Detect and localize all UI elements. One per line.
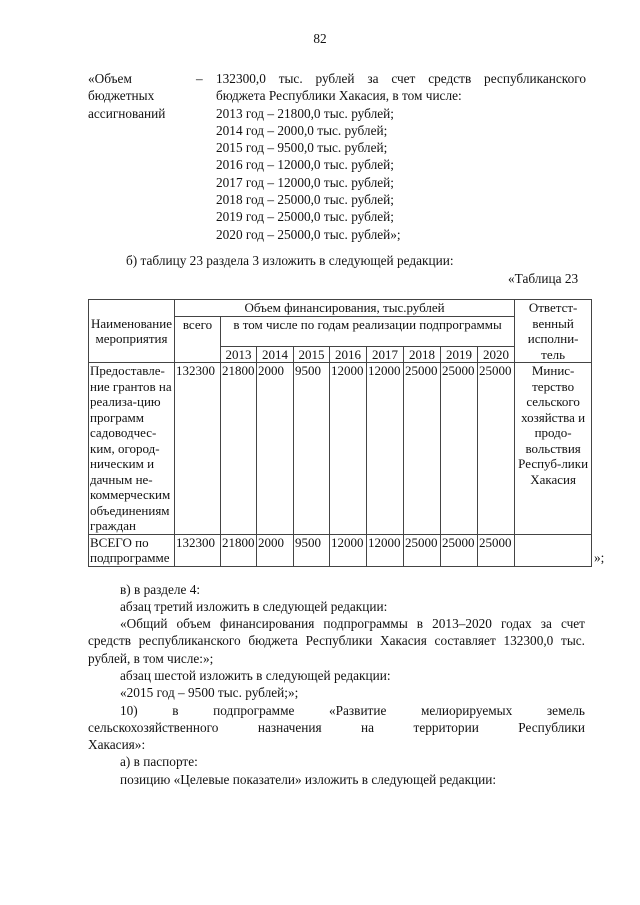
paragraph: «Общий объем финансирования подпрограммы в 2013–2020 годах за счет средств республиканского бюджета Республики Хакасия составляет 132300,0 тыс. рублей, в том числе:»; <box>88 616 585 666</box>
activity-name: ВСЕГО по подпрограмме <box>89 534 175 566</box>
responsible-cell <box>515 534 592 566</box>
year-header: 2017 <box>367 346 404 363</box>
passport-line: 2018 год – 25000,0 тыс. рублей; <box>216 192 394 208</box>
paragraph: абзац шестой изложить в следующей редакции: <box>120 667 391 683</box>
value-cell: 12000 <box>367 534 404 566</box>
passport-line: 2017 год – 12000,0 тыс. рублей; <box>216 174 394 190</box>
paragraph: а) в паспорте: <box>120 754 198 770</box>
value-cell: 21800 <box>221 534 257 566</box>
paragraph: в) в разделе 4: <box>120 581 201 597</box>
value-cell: 12000 <box>367 363 404 535</box>
year-header: 2016 <box>330 346 367 363</box>
header-responsible: Ответст-венный исполни-тель <box>515 300 592 363</box>
passport-line: 2019 год – 25000,0 тыс. рублей; <box>216 209 394 225</box>
passport-line: 132300,0 тыс. рублей за счет средств республиканского <box>216 71 586 86</box>
header-name: Наименование мероприятия <box>89 300 175 363</box>
value-cell: 9500 <box>294 534 330 566</box>
value-cell: 25000 <box>441 534 478 566</box>
activity-name: Предоставле-ние грантов на реализа-цию программ садоводчес-ким, огород-ническим и дачным не-коммерческим объединениям граждан <box>89 363 175 535</box>
passport-line: 2013 год – 21800,0 тыс. рублей; <box>216 105 394 121</box>
label-line: ассигнований <box>88 105 166 121</box>
close-quote: »; <box>594 550 605 566</box>
label-line: бюджетных <box>88 88 155 104</box>
paragraph: «2015 год – 9500 тыс. рублей;»; <box>120 685 299 701</box>
dash: – <box>196 71 203 86</box>
label-line: «Объем <box>88 71 132 86</box>
value-cell: 25000 <box>441 363 478 535</box>
passport-line: 2015 год – 9500,0 тыс. рублей; <box>216 140 388 156</box>
passport-text <box>216 70 586 243</box>
funding-table <box>88 299 592 567</box>
responsible-cell: Минис-терство сельского хозяйства и продо-вольствия Респуб-лики Хакасия <box>515 363 592 535</box>
value-cell: 9500 <box>294 363 330 535</box>
passport-line: 2020 год – 25000,0 тыс. рублей»; <box>216 226 401 242</box>
year-header: 2020 <box>478 346 515 363</box>
year-header: 2019 <box>441 346 478 363</box>
header-years-group: в том числе по годам реализации подпрограммы <box>221 316 515 346</box>
passport-line: бюджета Республики Хакасия, в том числе: <box>216 88 462 104</box>
paragraph: абзац третий изложить в следующей редакции: <box>120 598 388 614</box>
value-cell: 25000 <box>478 534 515 566</box>
value-cell: 2000 <box>257 363 294 535</box>
paragraph: позицию «Целевые показатели» изложить в следующей редакции: <box>120 771 497 787</box>
paragraph: 10) в подпрограмме «Развитие мелиорируемых земель сельскохозяйственного назначения на территории Республики Хакасия»: <box>88 702 585 753</box>
table-and-body-flow <box>88 299 605 788</box>
year-header: 2015 <box>294 346 330 363</box>
table-row <box>89 363 592 535</box>
body-text <box>88 581 585 789</box>
value-cell: 25000 <box>404 363 441 535</box>
item-b: б) таблицу 23 раздела 3 изложить в следующей редакции: <box>126 253 454 268</box>
header-total: всего <box>175 316 221 363</box>
page-number: 82 <box>313 31 327 46</box>
total-cell: 132300 <box>175 363 221 535</box>
year-header: 2018 <box>404 346 441 363</box>
year-header: 2014 <box>257 346 294 363</box>
table-wrapper <box>88 299 605 567</box>
passport-line: 2016 год – 12000,0 тыс. рублей; <box>216 157 394 173</box>
value-cell: 12000 <box>330 363 367 535</box>
table-row-total <box>89 534 592 566</box>
passport-line: 2014 год – 2000,0 тыс. рублей; <box>216 122 388 138</box>
value-cell: 25000 <box>478 363 515 535</box>
total-cell: 132300 <box>175 534 221 566</box>
value-cell: 2000 <box>257 534 294 566</box>
table-title: «Таблица 23 <box>508 271 579 286</box>
year-header: 2013 <box>221 346 257 363</box>
value-cell: 12000 <box>330 534 367 566</box>
passport-label <box>88 70 188 122</box>
value-cell: 21800 <box>221 363 257 535</box>
header-funding: Объем финансирования, тыс.рублей <box>175 300 515 317</box>
value-cell: 25000 <box>404 534 441 566</box>
